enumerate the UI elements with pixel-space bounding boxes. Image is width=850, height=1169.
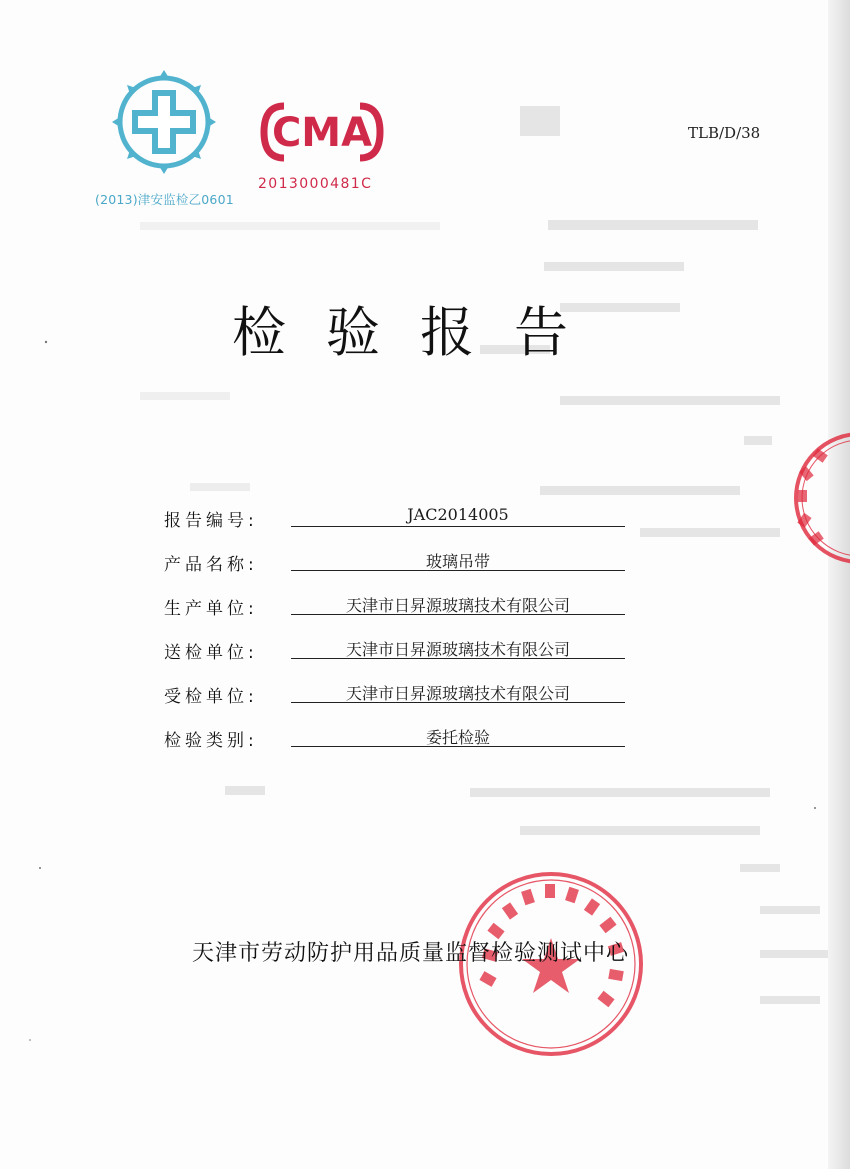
field-underline xyxy=(291,658,625,659)
field-label: 检验类别: xyxy=(164,731,258,751)
field-submitter xyxy=(164,632,644,666)
cma-mark-icon xyxy=(258,96,386,168)
edge-seal-icon xyxy=(790,428,850,568)
field-label: 报告编号: xyxy=(164,511,258,531)
field-value: 玻璃吊带 xyxy=(425,552,490,571)
field-value: 天津市日昇源玻璃技术有限公司 xyxy=(345,596,570,615)
field-manufacturer xyxy=(164,588,644,622)
field-underline xyxy=(291,702,625,703)
field-inspected-unit xyxy=(164,676,644,710)
field-value: 天津市日昇源玻璃技术有限公司 xyxy=(345,684,570,703)
field-value: 委托检验 xyxy=(425,728,490,747)
field-underline xyxy=(291,614,625,615)
document-title: 检验报告 xyxy=(232,301,608,364)
field-underline xyxy=(291,746,625,747)
issuing-organization: 天津市劳动防护用品质量监督检验测试中心 xyxy=(192,941,630,966)
field-underline xyxy=(291,526,625,527)
field-underline xyxy=(291,570,625,571)
form-code: TLB/D/38 xyxy=(688,124,761,142)
field-label: 生产单位: xyxy=(164,599,258,619)
field-label: 受检单位: xyxy=(164,687,258,707)
cma-logo-text: CMA xyxy=(271,110,373,156)
field-product-name xyxy=(164,544,644,578)
field-value: JAC2014005 xyxy=(407,505,509,524)
scan-page-edge xyxy=(828,0,850,1169)
cma-certificate-number: 2013000481C xyxy=(258,176,373,192)
field-label: 送检单位: xyxy=(164,643,258,663)
field-inspection-type xyxy=(164,720,644,754)
field-label: 产品名称: xyxy=(164,555,258,575)
field-value: 天津市日昇源玻璃技术有限公司 xyxy=(345,640,570,659)
cal-seal-caption: (2013)津安监检乙0601 xyxy=(95,192,234,207)
cross-gear-seal-icon xyxy=(108,66,220,178)
field-report-number xyxy=(164,500,644,534)
